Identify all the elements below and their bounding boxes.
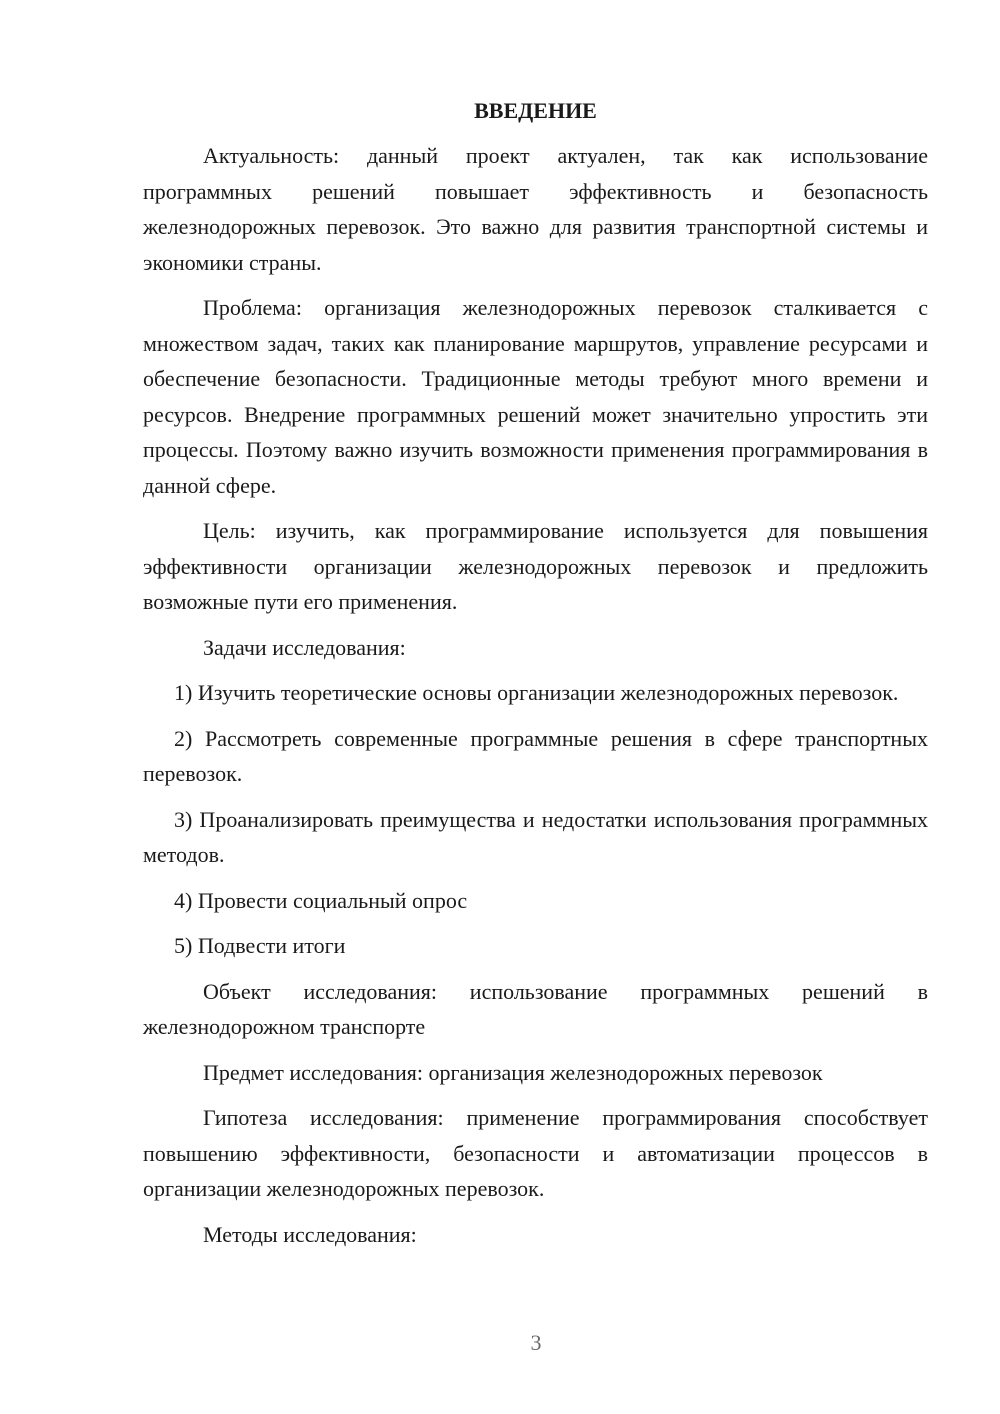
paragraph-subject: Предмет исследования: организация железнодорожных перевозок <box>203 1059 823 1085</box>
paragraph-problem: Проблема: организация железнодорожных перевозок сталкивается с множеством задач, таких как планирование маршрутов, управление ресурсами и обеспечение безопасности. Традиционные методы требуют много времени и ресурсов. Внедрение программных решений может значительно упростить эти процессы. Поэтому важно изучить возможности применения программирования в данной сфере. <box>143 295 928 498</box>
task-item-1: 1) Изучить теоретические основы организации железнодорожных перевозок. <box>174 680 899 705</box>
paragraph-object: Объект исследования: использование программных решений в железнодорожном транспорте <box>143 978 928 1039</box>
task-item-5: 5) Подвести итоги <box>174 933 346 958</box>
paragraph-tasks-heading: Задачи исследования: <box>203 634 406 660</box>
task-item-3: 3) Проанализировать преимущества и недостатки использования программных методов. <box>143 806 928 867</box>
task-item-4: 4) Провести социальный опрос <box>174 887 468 913</box>
paragraph-relevance: Актуальность: данный проект актуален, так как использование программных решений повышает эффективность и безопасность железнодорожных перевозок. Это важно для развития транспортной системы и экономики страны. <box>143 143 928 275</box>
paragraph-methods: Методы исследования: <box>203 1221 417 1247</box>
paragraph-goal: Цель: изучить, как программирование используется для повышения эффективности организации железнодорожных перевозок и предложить возможные пути его применения. <box>143 518 928 614</box>
page-number: 3 <box>530 1330 542 1355</box>
task-item-2: 2) Рассмотреть современные программные решения в сфере транспортных перевозок. <box>143 725 928 786</box>
page-content <box>143 96 928 1252</box>
paragraph-hypothesis: Гипотеза исследования: применение программирования способствует повышению эффективности, безопасности и автоматизации процессов в организации железнодорожных перевозок. <box>143 1105 928 1201</box>
section-title: ВВЕДЕНИЕ <box>474 98 597 123</box>
